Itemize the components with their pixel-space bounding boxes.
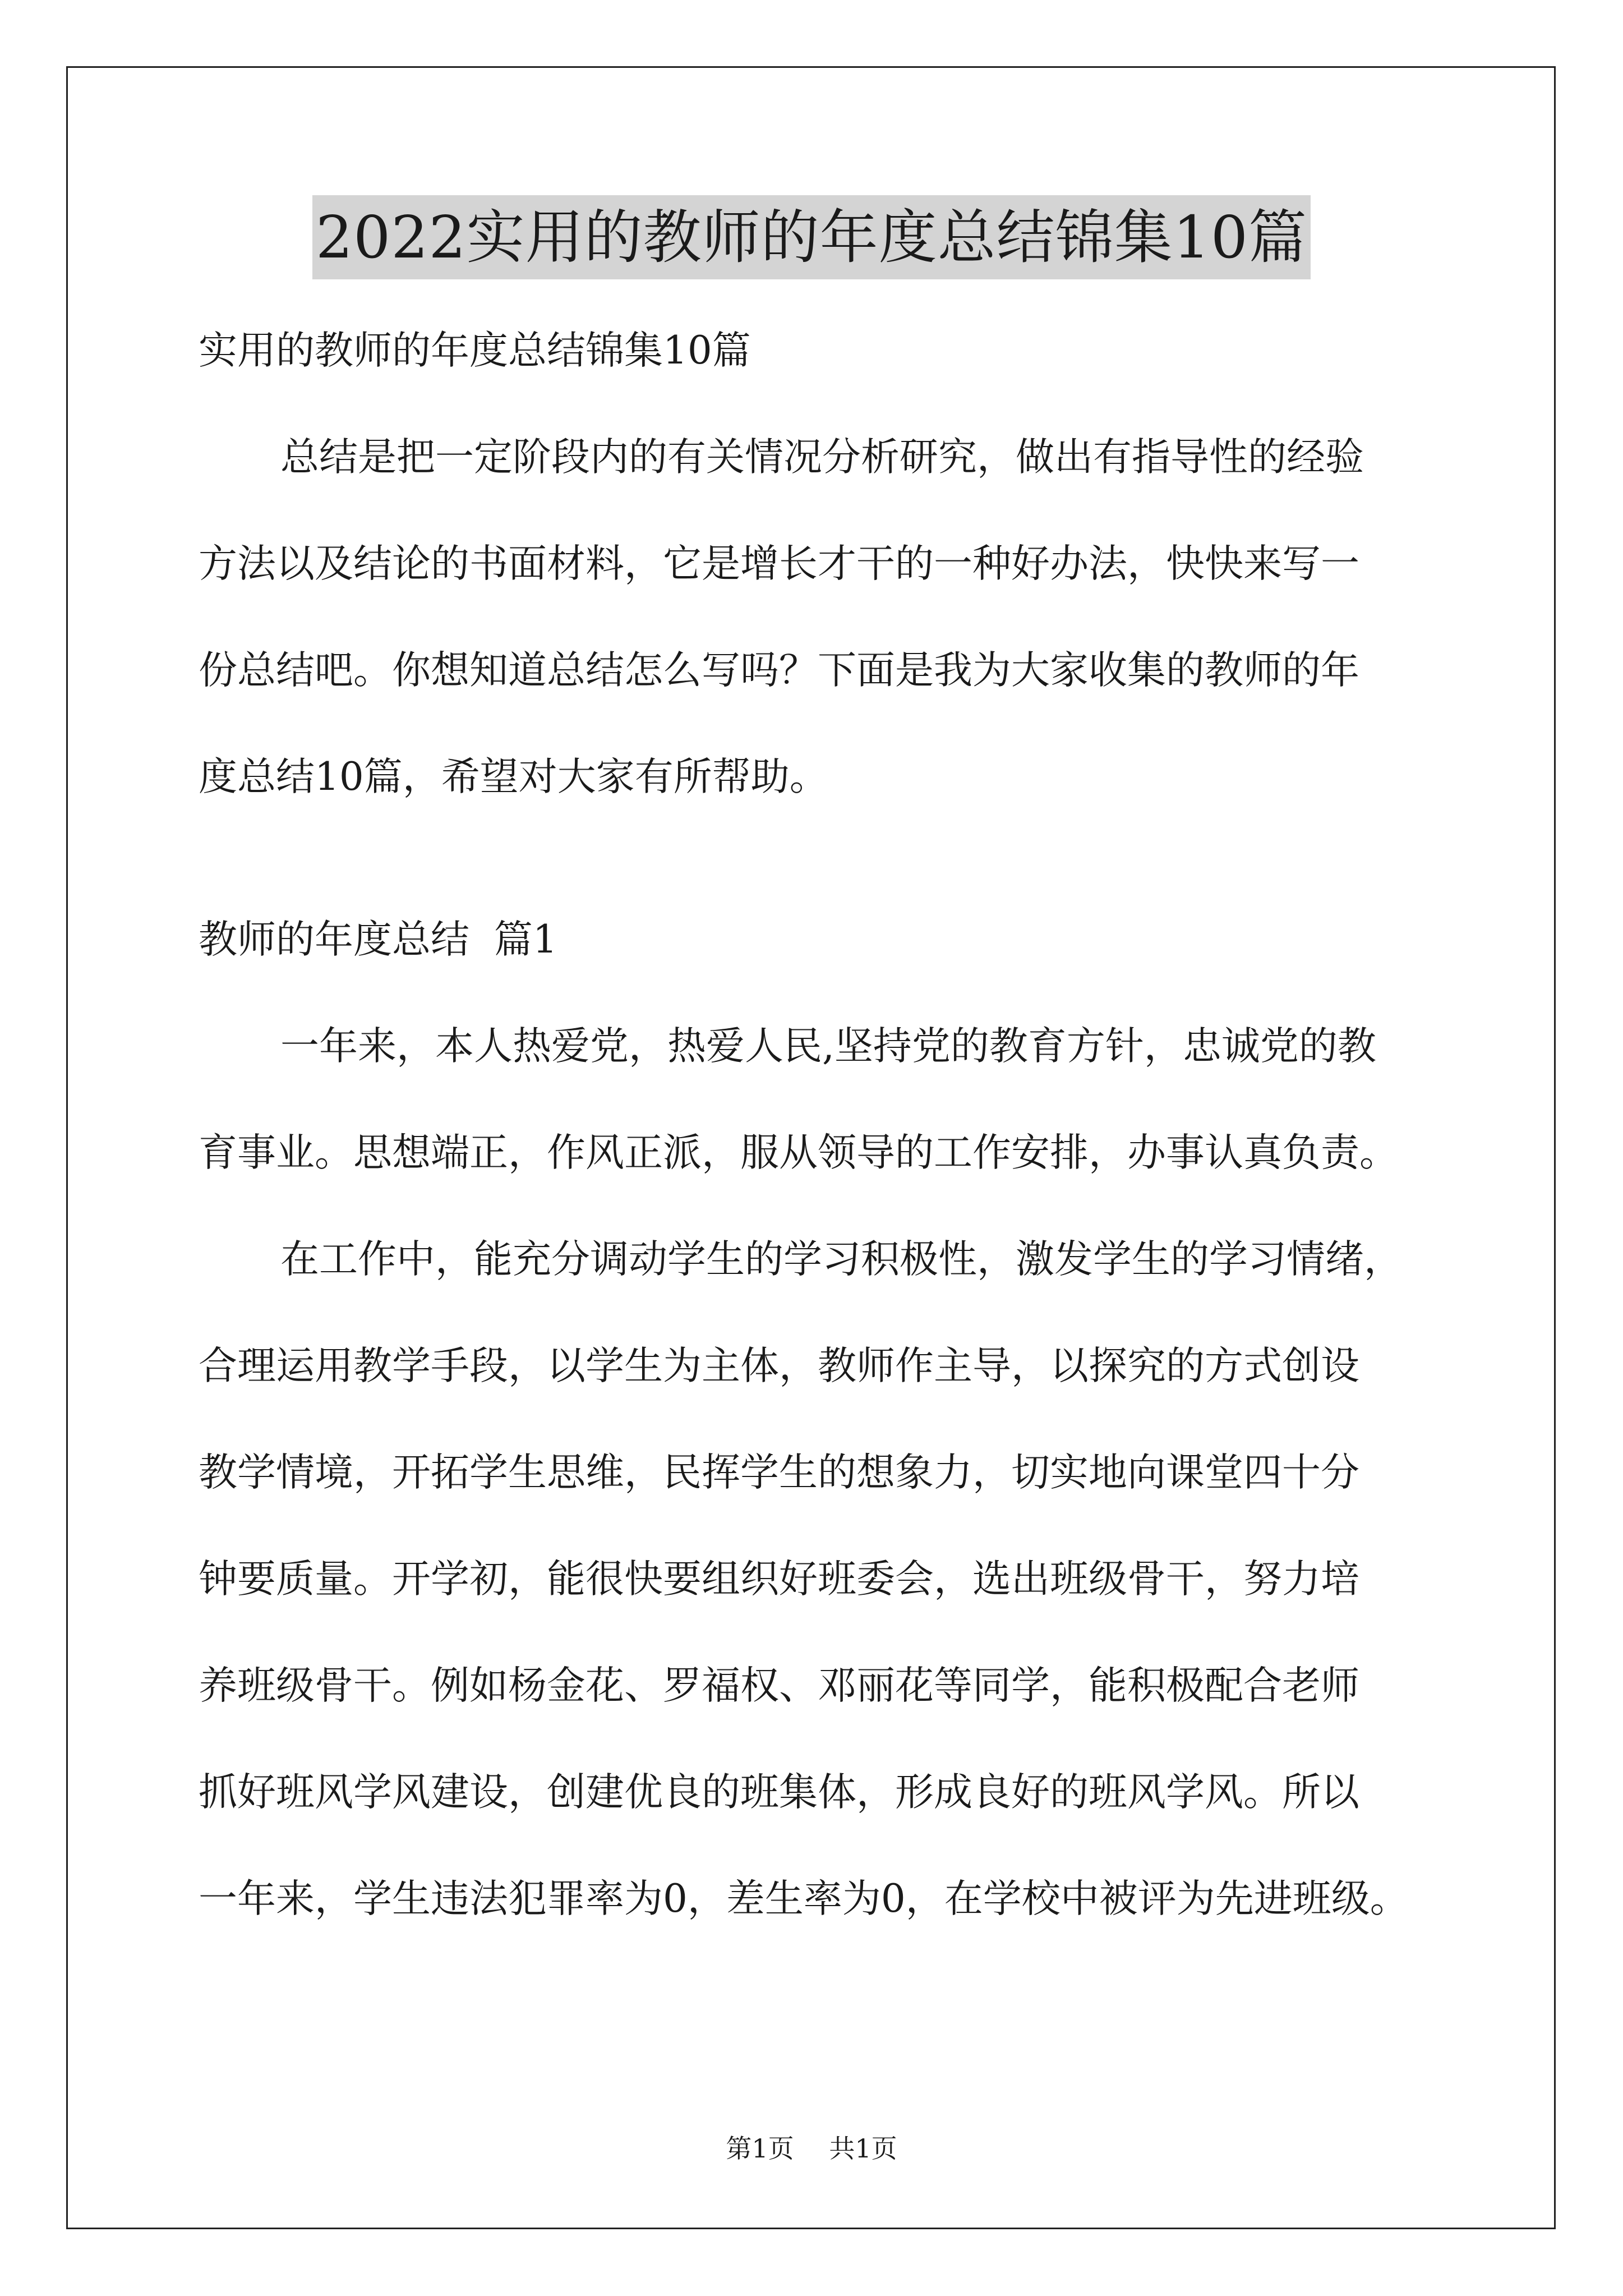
document-body [199, 297, 1444, 1952]
intro-line: 总结是把一定阶段内的有关情况分析研究，做出有指导性的经验 [280, 435, 1364, 480]
paragraph-line: 一年来，本人热爱党，热爱人民,坚持党的教育方针，忠诚党的教 [280, 1024, 1376, 1069]
paragraph-line: 在工作中，能充分调动学生的学习积极性，激发学生的学习情绪， [280, 1237, 1403, 1282]
spacer [199, 830, 1444, 886]
paragraph-line: 抓好班风学风建设，创建优良的班集体，形成良好的班风学风。所以 [199, 1770, 1359, 1815]
intro-line: 份总结吧。你想知道总结怎么写吗？下面是我为大家收集的教师的年 [199, 648, 1359, 693]
paragraph-line: 合理运用教学手段，以学生为主体，教师作主导，以探究的方式创设 [199, 1343, 1359, 1388]
paragraph-line: 钟要质量。开学初，能很快要组织好班委会，选出班级骨干，努力培 [199, 1557, 1359, 1602]
document-subtitle: 实用的教师的年度总结锦集10篇 [199, 328, 751, 373]
intro-line: 度总结10篇，希望对大家有所帮助。 [199, 754, 828, 799]
paragraph-line: 教学情境，开拓学生思维，民挥学生的想象力，切实地向课堂四十分 [199, 1450, 1359, 1495]
section-heading: 教师的年度总结 篇1 [199, 917, 557, 962]
paragraph-line: 一年来，学生违法犯罪率为0，差生率为0，在学校中被评为先进班级。 [199, 1876, 1409, 1921]
paragraph-line: 育事业。思想端正，作风正派，服从领导的工作安排，办事认真负责。 [199, 1130, 1398, 1175]
paragraph-line: 养班级骨干。例如杨金花、罗福权、邓丽花等同学，能积极配合老师 [199, 1663, 1359, 1708]
title-container [0, 195, 1623, 279]
page-number-total: 共1页 [829, 2133, 897, 2164]
page-number-current: 第1页 [726, 2133, 794, 2164]
page-footer [0, 2132, 1623, 2165]
intro-line: 方法以及结论的书面材料，它是增长才干的一种好办法，快快来写一 [199, 541, 1359, 586]
document-title: 2022实用的教师的年度总结锦集10篇 [312, 195, 1311, 279]
